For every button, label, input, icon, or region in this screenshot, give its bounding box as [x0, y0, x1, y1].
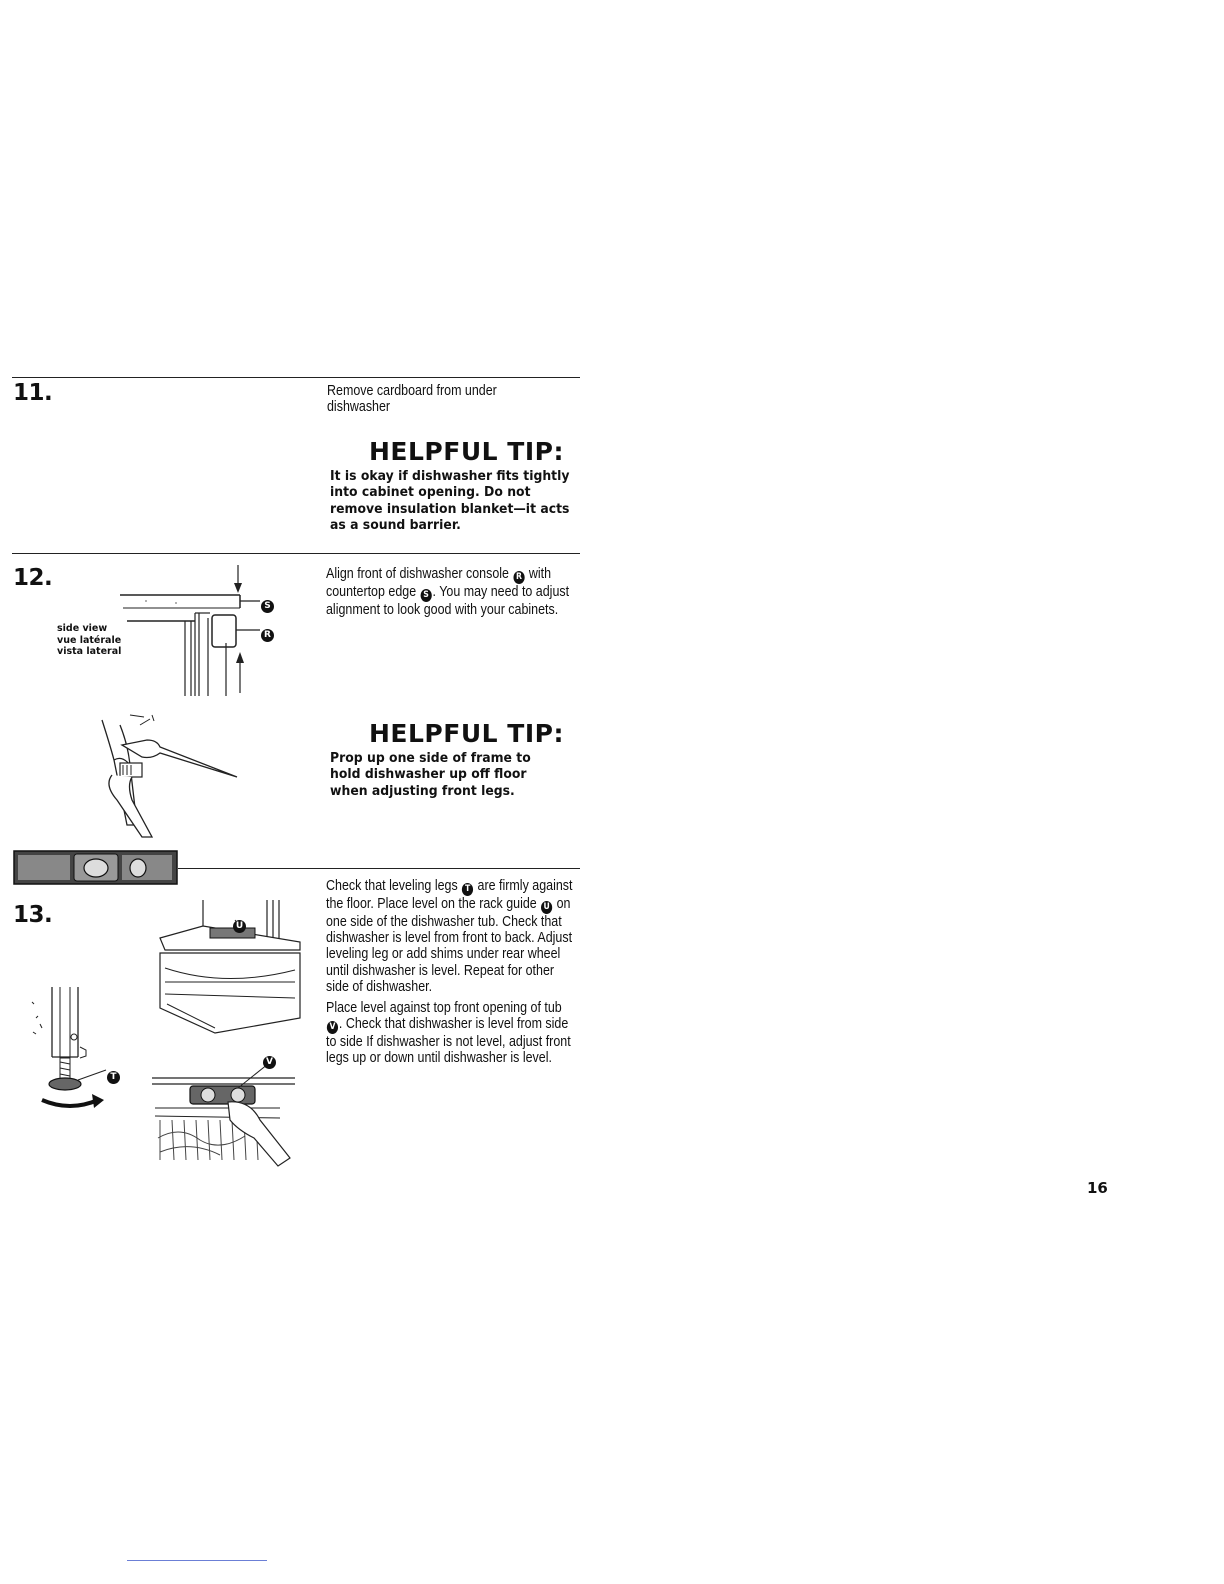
- callout-u-badge: U: [233, 920, 246, 933]
- callout-T-diagram: [106, 1065, 121, 1084]
- callout-s-inline: S: [420, 589, 431, 602]
- side-view-caption: [57, 623, 121, 658]
- step-12-text: [326, 566, 575, 618]
- caption-en: side view: [57, 623, 108, 634]
- step-13-text: [326, 878, 575, 1072]
- step-13-p2-text-1: Place level against top front opening of tub: [326, 1000, 562, 1017]
- divider-top: [12, 377, 580, 378]
- step-11-tip-body: It is okay if dishwasher fits tightly into cabinet opening. Do not remove insulation blanket—it acts as a sound barrier.: [330, 468, 570, 534]
- callout-v-badge: V: [263, 1056, 276, 1069]
- divider-step12: [12, 553, 580, 554]
- step-13-paragraph-1: [326, 878, 575, 995]
- caption-es: vista lateral: [57, 646, 122, 657]
- divider-step13: [178, 868, 580, 869]
- step-13-p1-text-3: on one side of the dishwasher tub. Check that dishwasher is level from front to back. Adjust leveling leg or add shims under rear wheel until dishwasher is level. Repeat for other side of dishwasher.: [326, 896, 573, 995]
- callout-t-badge: T: [107, 1071, 120, 1084]
- step-11-tip-title: HELPFUL TIP:: [369, 437, 564, 466]
- step-13-p2-text-2: . Check that dishwasher is level from side to side If dishwasher is not level, adjust front legs up or down until dishwasher is level.: [326, 1016, 571, 1067]
- callout-r-inline: R: [513, 571, 524, 584]
- wrench-illustration: [92, 715, 252, 840]
- callout-u-inline: U: [541, 901, 552, 914]
- callout-U-diagram: [232, 914, 247, 933]
- leveling-leg-illustration: [30, 982, 120, 1122]
- step-13-paragraph-2: [326, 1000, 575, 1067]
- callout-R-diagram: [260, 623, 275, 642]
- footer-underline: [127, 1560, 267, 1561]
- caption-fr: vue latérale: [57, 634, 122, 646]
- step-13-p1-text-2: are firmly against the floor. Place level on the rack guide: [326, 878, 573, 912]
- page-number: 16: [1087, 1179, 1108, 1197]
- step-11-number: 11.: [13, 380, 53, 406]
- step-12-text-3: . You may need to adjust alignment to look good with your cabinets.: [326, 584, 570, 618]
- step-12-number: 12.: [13, 565, 53, 591]
- callout-V-diagram: [262, 1050, 277, 1069]
- rack-guide-illustration: [155, 898, 305, 1033]
- step-12-tip-title: HELPFUL TIP:: [369, 719, 564, 748]
- step-13-p1-text-1: Check that leveling legs: [326, 878, 458, 894]
- step-11-instruction: Remove cardboard from under dishwasher: [327, 383, 497, 416]
- step-11-text: [327, 383, 516, 420]
- callout-s-badge: S: [261, 600, 274, 613]
- step-13-number: 13.: [13, 902, 53, 928]
- callout-r-badge: R: [261, 629, 274, 642]
- step-12-text-2: with countertop edge: [326, 566, 552, 600]
- level-illustration: [12, 848, 182, 888]
- step-12-text-1: Align front of dishwasher console: [326, 566, 510, 582]
- step-12-tip-body: Prop up one side of frame to hold dishwasher up off floor when adjusting front legs.: [330, 750, 531, 799]
- callout-v-inline: V: [327, 1021, 338, 1034]
- level-on-tub-illustration: [150, 1060, 298, 1168]
- callout-t-inline: T: [462, 883, 473, 896]
- callout-S-diagram: [260, 594, 275, 613]
